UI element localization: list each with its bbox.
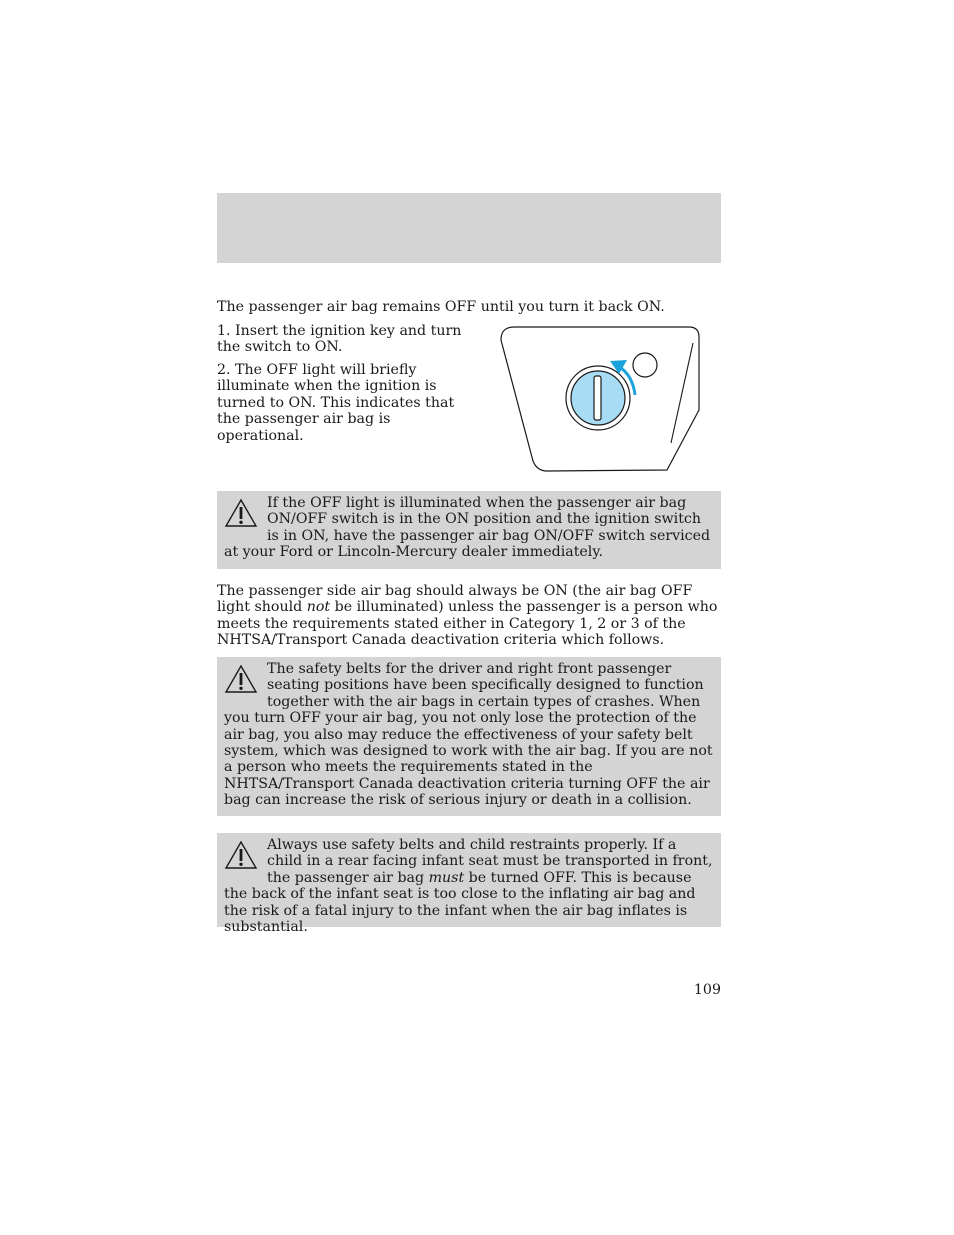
section-header-band bbox=[217, 193, 721, 263]
intro-paragraph: The passenger air bag remains OFF until you turn it back ON. bbox=[217, 299, 665, 315]
warning-box-3 bbox=[217, 833, 721, 936]
key-slot bbox=[594, 376, 601, 420]
warning-text-3: Always use safety belts and child restraints properly. If a child in a rear facing infant seat must be transported in front, the passenger air bag must be turned OFF. This is because the back of the infant seat is too close to the inflating air bag and the risk of a fatal injury to the infant when the air bag inflates is substantial. bbox=[224, 837, 713, 936]
page-number: 109 bbox=[693, 982, 721, 998]
warning-box-1 bbox=[217, 491, 721, 569]
on-position-indicator bbox=[633, 353, 657, 377]
warning-text-2: The safety belts for the driver and right front passenger seating positions have been specifically designed to function together with the air bags in certain types of crashes. When you turn OFF your air bag, you not only lose the protection of the air bag, you also may reduce the effectiveness of your safety belt system, which was designed to work with the air bag. If you are not a person who meets the requirements stated in the NHTSA/Transport Canada deactivation criteria turning OFF the air bag can increase the risk of serious injury or death in a collision. bbox=[224, 661, 713, 809]
warning-text-1: If the OFF light is illuminated when the passenger air bag ON/OFF switch is in the ON position and the ignition switch is in ON, have the passenger air bag ON/OFF switch serviced at your Ford or Lincoln-Mercury dealer immediately. bbox=[224, 495, 711, 561]
step-2: 2. The OFF light will briefly illuminate when the ignition is turned to ON. This indicates that the passenger air bag is operational. bbox=[217, 362, 455, 444]
warning-triangle-icon bbox=[224, 498, 258, 528]
warning-triangle-icon bbox=[224, 664, 258, 694]
body-paragraph: The passenger side air bag should always be ON (the air bag OFF light should not be illuminated) unless the passenger is a person who meets the requirements stated either in Category 1, 2 or 3 of the NHTSA/Transport Canada deactivation criteria which follows. bbox=[217, 583, 718, 649]
ignition-switch-illustration bbox=[497, 325, 702, 475]
step-1: 1. Insert the ignition key and turn the switch to ON. bbox=[217, 323, 462, 356]
warning-box-2 bbox=[217, 657, 721, 816]
warning-triangle-icon bbox=[224, 840, 258, 870]
